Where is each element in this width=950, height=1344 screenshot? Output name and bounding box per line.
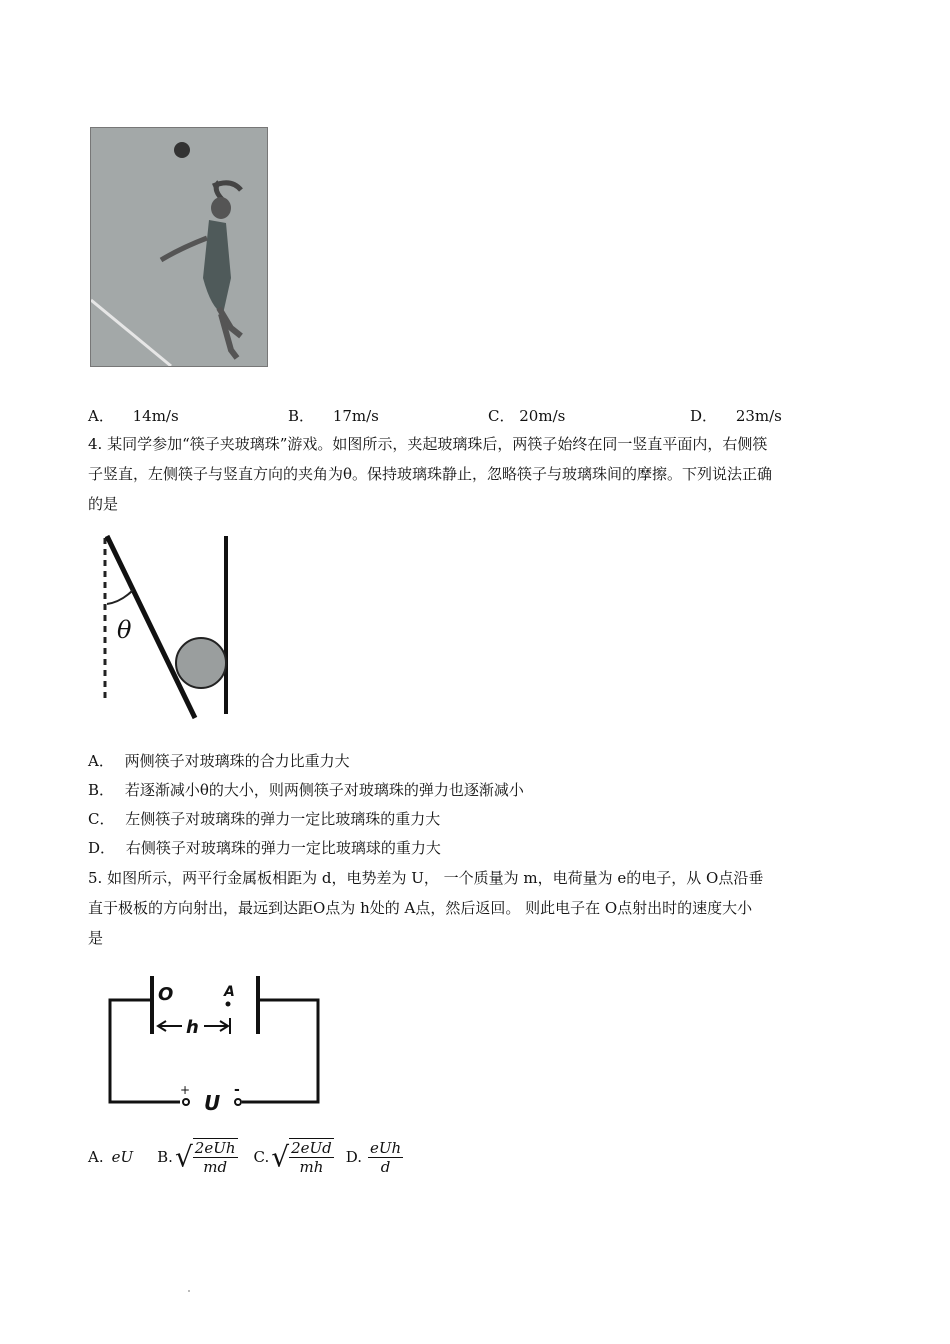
minus-sign: - [234, 1082, 240, 1098]
q5-option-b-formula: √ $\frac{\text{2eUh}}{md}$ [174, 1139, 236, 1176]
q4-stem-line-3: 的是 [88, 495, 119, 513]
option-text: 14m/s [132, 407, 179, 425]
q5-option-b-numerator: 2eUh [194, 1139, 236, 1157]
option-letter: D． [88, 839, 116, 857]
chopsticks-drawing [95, 530, 255, 725]
option-text: 右侧筷子对玻璃珠的弹力一定比玻璃球的重力大 [125, 839, 441, 857]
option-letter: B． [288, 407, 315, 425]
q5-option-a-text: eU [111, 1148, 134, 1166]
option-letter: C． [488, 407, 515, 425]
q5-option-a-letter: A. [88, 1148, 104, 1166]
option-text: 左侧筷子对玻璃珠的弹力一定比玻璃珠的重力大 [125, 810, 441, 828]
chopsticks-diagram [95, 530, 255, 725]
q5-option-d-letter: D. [345, 1148, 363, 1166]
q4-stem-line-1: 4. 某同学参加“筷子夹玻璃珠”游戏。如图所示，夹起玻璃珠后，两筷子始终在同一竖直平面内，右侧筷 [88, 435, 768, 453]
q5-option-d-formula [368, 1139, 403, 1176]
q4-stem-line-2: 子竖直，左侧筷子与竖直方向的夹角为θ。保持玻璃珠静止，忽略筷子与玻璃珠间的摩擦。下列说法正确 [88, 465, 773, 483]
option-letter: D． [690, 407, 718, 425]
angle-arc [107, 590, 133, 604]
q3-option-b [288, 406, 379, 426]
q5-option-b-denominator: md [203, 1158, 228, 1176]
option-letter: B． [88, 781, 115, 799]
q5-option-c-numerator: 2eUd [291, 1139, 332, 1157]
right-wire [242, 1000, 318, 1102]
theta-label: θ [117, 616, 132, 644]
q5-stem-line-2: 直于极板的方向射出，最远到达距O点为 h处的 A点，然后返回。 则此电子在 O点射出时的速度大小 [88, 899, 753, 917]
q5-stem-line-1: 5. 如图所示，两平行金属板相距为 d，电势差为 U， 一个质量为 m，电荷量为 e的电子，从 O点沿垂 [88, 869, 764, 887]
left-wire [110, 1000, 180, 1102]
volleyball-photo [90, 127, 268, 367]
q4-option-b [88, 780, 524, 800]
q4-option-d [88, 838, 441, 858]
q5-option-d-numerator: eUh [370, 1138, 402, 1157]
page-speck [188, 1290, 190, 1292]
q4-option-a [88, 751, 350, 771]
distance-h-label: h [186, 1017, 199, 1038]
plus-sign: + [180, 1083, 191, 1097]
option-letter: C． [88, 810, 115, 828]
option-text: 若逐渐减小θ的大小，则两侧筷子对玻璃珠的弹力也逐渐减小 [124, 781, 524, 799]
negative-terminal [235, 1099, 241, 1105]
option-letter: A． [88, 407, 114, 425]
option-letter: A． [88, 752, 114, 770]
q3-option-d [690, 406, 782, 426]
q5-option-c-letter: C. [253, 1148, 270, 1166]
option-text: 20m/s [519, 407, 566, 425]
option-text: 23m/s [735, 407, 782, 425]
point-o-label: O [158, 984, 174, 1005]
point-a-dot [226, 1002, 231, 1007]
ball-icon [174, 142, 190, 158]
option-text: 两侧筷子对玻璃珠的合力比重力大 [124, 752, 350, 770]
parallel-plates-diagram [100, 970, 330, 1118]
point-a-label: A [224, 984, 235, 1000]
q5-option-c-formula: √ $\frac{\text{2eUd}}{mh}$ [271, 1139, 332, 1176]
option-text: 17m/s [332, 407, 379, 425]
glass-bead [176, 638, 226, 688]
q5-option-b-letter: B. [157, 1148, 173, 1166]
q5-option-c-denominator: mh [299, 1158, 324, 1176]
q4-option-c [88, 809, 440, 829]
q5-options [88, 1132, 403, 1182]
q5-option-d-denominator: d [380, 1157, 391, 1176]
volleyball-photo-drawing [91, 128, 267, 366]
parallel-plates-drawing [100, 970, 330, 1118]
q5-stem-line-3: 是 [88, 929, 104, 947]
positive-terminal [183, 1099, 189, 1105]
voltage-label: U [204, 1091, 221, 1115]
q3-option-a [88, 406, 179, 426]
q3-option-c [488, 406, 565, 426]
